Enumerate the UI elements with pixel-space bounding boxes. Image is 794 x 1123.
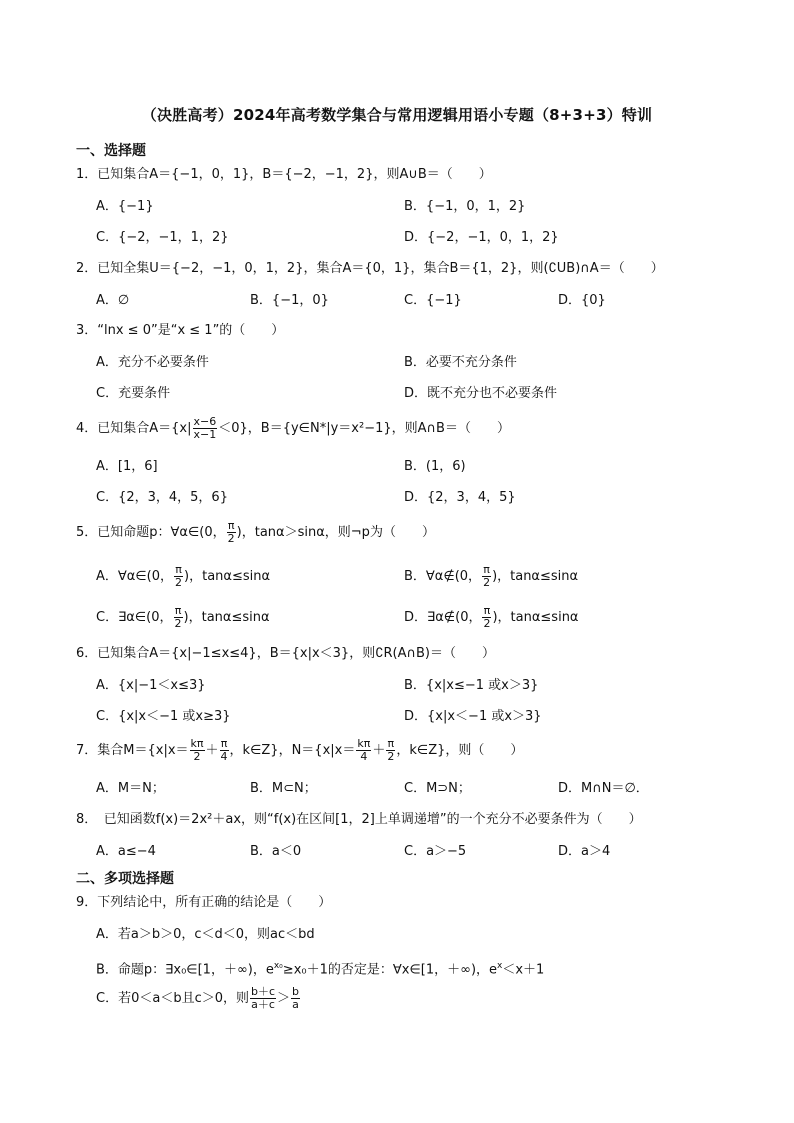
question-1-option-a: A．{−1} — [96, 199, 154, 214]
option-suffix: )，tanα≤sinα — [184, 569, 271, 584]
question-6-option-c: C．{x|x＜−1 或x≥3} — [96, 709, 231, 724]
fraction-numerator: x−6 — [193, 415, 217, 428]
question-7-option-b: B．M⊂N； — [250, 781, 317, 796]
fraction-denominator: 2 — [175, 576, 183, 589]
question-3-option-b: B．必要不充分条件 — [404, 355, 517, 370]
question-8-stem: 8． 已知函数f(x)＝2x²＋ax，则“f(x)在区间[1，2]上单调递增”的一个充分不必要条件为（ ） — [76, 812, 642, 827]
fraction-b-over-a — [291, 986, 300, 1011]
question-6-stem: 6．已知集合A＝{x|−1≤x≤4}，B＝{x|x＜3}，则∁R(A∩B)＝（ ） — [76, 646, 495, 661]
question-8-option-c: C．a＞−5 — [404, 844, 467, 859]
option-prefix: C．若0＜a＜b且c＞0，则 — [96, 991, 249, 1006]
question-4-stem-prefix: 4．已知集合A＝{x| — [76, 421, 192, 436]
fraction-pi-over-2 — [386, 738, 395, 763]
fraction-numerator: π — [220, 737, 228, 750]
fraction-numerator: kπ — [357, 737, 371, 750]
question-6-option-a: A．{x|−1＜x≤3} — [96, 678, 206, 693]
option-suffix: )，tanα≤sinα — [492, 569, 579, 584]
question-4-stem — [76, 414, 510, 444]
question-2-option-a: A．∅ — [96, 293, 130, 308]
section-heading-choice: 一、选择题 — [76, 143, 146, 159]
question-5-option-b — [404, 562, 578, 592]
fraction-numerator: π — [483, 563, 490, 576]
option-prefix: B．∀α∉(0， — [404, 569, 482, 584]
question-7-stem — [76, 736, 523, 766]
pi-over-2-fraction — [174, 605, 183, 630]
fraction-numerator: b — [292, 985, 300, 998]
question-5-option-d — [404, 603, 579, 633]
fraction-pi-over-4 — [220, 738, 229, 763]
question-4-option-c: C．{2，3，4，5，6} — [96, 490, 228, 505]
fraction-numerator: π — [387, 737, 395, 750]
option-prefix: D．∃α∉(0， — [404, 610, 482, 625]
fraction-numerator: π — [483, 604, 491, 617]
pi-over-2-fraction — [482, 605, 491, 630]
exponent: x₀ — [273, 961, 283, 971]
question-4-option-d: D．{2，3，4，5} — [404, 490, 516, 505]
fraction-denominator: 2 — [174, 617, 182, 630]
question-1-option-c: C．{−2，−1，1，2} — [96, 230, 229, 245]
question-4-stem-suffix: ＜0}，B＝{y∈N*|y＝x²−1}，则A∩B＝（ ） — [218, 421, 510, 436]
fraction-denominator: 4 — [360, 750, 368, 763]
question-1-option-d: D．{−2，−1，0，1，2} — [404, 230, 559, 245]
question-5-option-c — [96, 603, 270, 633]
question-5-option-a — [96, 562, 270, 592]
question-8-option-d: D．a＞4 — [558, 844, 611, 859]
fraction-numerator: π — [227, 519, 235, 532]
fraction-numerator: π — [175, 563, 182, 576]
question-7-stem-middle: ，k∈Z}，N＝{x|x＝ — [229, 743, 356, 758]
question-2-option-c: C．{−1} — [404, 293, 462, 308]
question-3-option-a: A．充分不必要条件 — [96, 355, 209, 370]
page-title: （决胜高考）2024年高考数学集合与常用逻辑用语小专题（8+3+3）特训 — [141, 106, 653, 124]
question-7-stem-prefix: 7．集合M＝{x|x＝ — [76, 743, 189, 758]
question-9-option-a: A．若a＞b＞0，c＜d＜0，则ac＜bd — [96, 927, 315, 942]
fraction-numerator: π — [174, 604, 182, 617]
fraction-b-plus-c-over-a-plus-c — [250, 986, 276, 1011]
question-1-stem: 1．已知集合A＝{−1，0，1}，B＝{−2，−1，2}，则A∪B＝（ ） — [76, 167, 492, 182]
question-6-option-b: B．{x|x≤−1 或x＞3} — [404, 678, 539, 693]
fraction-numerator: kπ — [190, 737, 204, 750]
fraction-denominator: 2 — [193, 750, 201, 763]
fraction-denominator: 2 — [483, 576, 491, 589]
fraction-denominator: x−1 — [193, 428, 217, 441]
question-2-stem: 2．已知全集U＝{−2，−1，0，1，2}，集合A＝{0，1}，集合B＝{1，2}，则(∁UB)∩A＝（ ） — [76, 261, 664, 276]
question-7-stem-suffix: ，k∈Z}，则（ ） — [396, 743, 524, 758]
fraction-denominator: a＋c — [251, 998, 275, 1011]
fraction-denominator: 4 — [220, 750, 228, 763]
option-suffix: )，tanα≤sinα — [183, 610, 270, 625]
fraction-k-pi-over-2 — [190, 738, 205, 763]
question-7-option-c: C．M⊃N； — [404, 781, 471, 796]
question-5-stem — [76, 518, 435, 548]
fraction-numerator: b＋c — [251, 985, 276, 998]
question-3-stem: 3．“lnx ≤ 0”是“x ≤ 1”的（ ） — [76, 323, 285, 338]
fraction-denominator: 2 — [227, 532, 235, 545]
fraction-k-pi-over-4 — [356, 738, 371, 763]
exponent: x — [497, 961, 503, 971]
question-1-option-b: B．{−1，0，1，2} — [404, 199, 526, 214]
question-7-option-d: D．M∩N＝∅． — [558, 781, 649, 796]
question-9-stem: 9．下列结论中，所有正确的结论是（ ） — [76, 895, 332, 910]
pi-over-2-fraction — [174, 564, 183, 589]
pi-over-2-fraction — [227, 520, 236, 545]
plus-sign: ＋ — [372, 743, 386, 758]
plus-sign: ＋ — [205, 743, 219, 758]
question-3-option-c: C．充要条件 — [96, 386, 171, 401]
question-2-option-d: D．{0} — [558, 293, 606, 308]
question-4-option-b: B．(1，6) — [404, 459, 466, 474]
option-middle: ≥x₀＋1的否定是：∀x∈[1，＋∞)，e — [282, 962, 498, 978]
question-8-option-a: A．a≤−4 — [96, 844, 156, 859]
option-suffix: )，tanα≤sinα — [492, 610, 579, 625]
question-8-option-b: B．a＜0 — [250, 844, 302, 859]
question-7-option-a: A．M＝N； — [96, 781, 165, 796]
question-9-option-c — [96, 984, 301, 1014]
question-5-stem-suffix: )，tanα＞sinα，则¬p为（ ） — [236, 525, 435, 540]
option-prefix: A．∀α∈(0， — [96, 569, 174, 584]
question-3-option-d: D．既不充分也不必要条件 — [404, 386, 558, 401]
fraction-denominator: 2 — [387, 750, 395, 763]
option-suffix: ＜x＋1 — [502, 962, 545, 978]
question-4-fraction — [193, 416, 218, 441]
fraction-denominator: a — [292, 998, 299, 1011]
question-9-option-b — [96, 957, 544, 979]
question-2-option-b: B．{−1，0} — [250, 293, 329, 308]
pi-over-2-fraction — [482, 564, 491, 589]
greater-than-sign: ＞ — [277, 991, 291, 1006]
option-prefix: B．命题p：∃x₀∈[1，＋∞)，e — [96, 962, 274, 978]
section-heading-multi-choice: 二、多项选择题 — [76, 871, 174, 887]
question-4-option-a: A．[1，6] — [96, 459, 158, 474]
fraction-denominator: 2 — [483, 617, 491, 630]
option-prefix: C．∃α∈(0， — [96, 610, 173, 625]
question-6-option-d: D．{x|x＜−1 或x＞3} — [404, 709, 542, 724]
question-5-stem-prefix: 5．已知命题p：∀α∈(0， — [76, 525, 226, 540]
